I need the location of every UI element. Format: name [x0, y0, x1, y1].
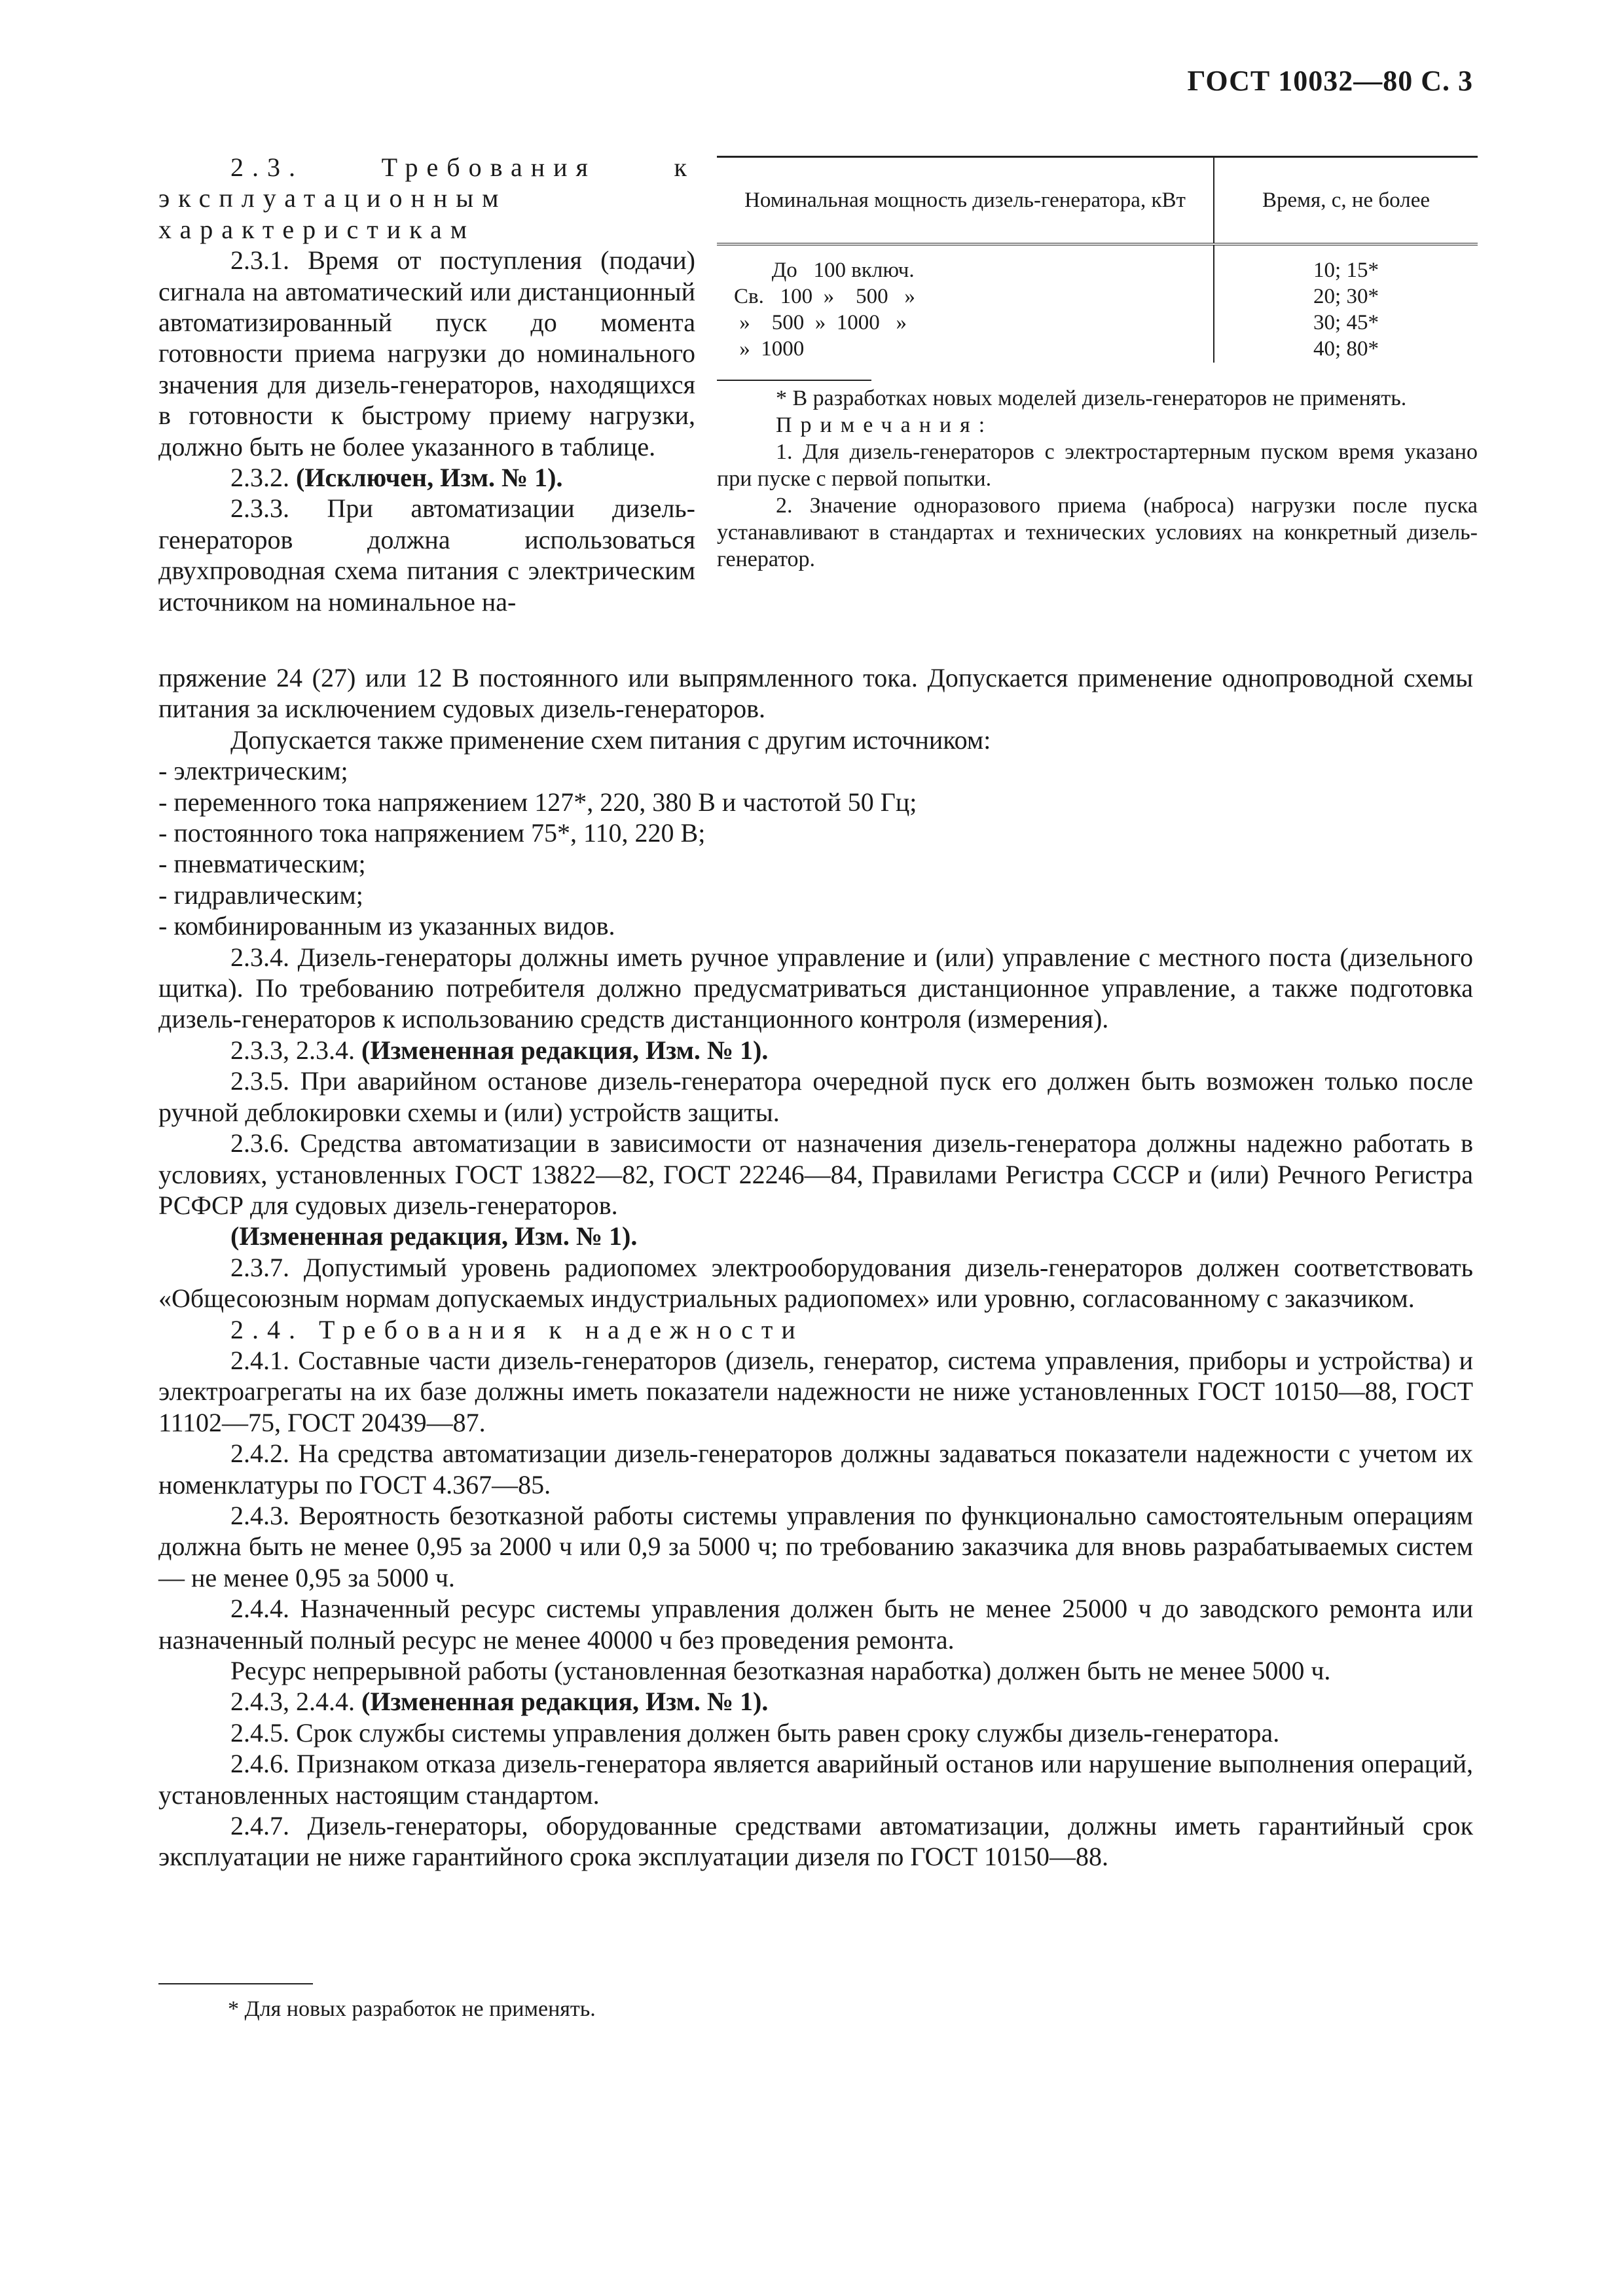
clause-number: 2.3.2.: [230, 463, 289, 493]
edition-label: (Измененная редакция, Изм. № 1).: [230, 1221, 638, 1251]
edition-label: (Измененная редакция, Изм. № 1).: [361, 1687, 769, 1717]
paragraph-2-4-6: 2.4.6. Признаком отказа дизель-генератора является аварийный останов или нарушение выполнения операций, установленных настоящим стандартом.: [158, 1749, 1473, 1810]
note-2: 2. Значение одноразового приема (наброса) нагрузки после пуска устанавливают в стандартах и технических условиях на конкретный дизель-генератор.: [717, 493, 1478, 571]
edition-label: (Измененная редакция, Изм. № 1).: [361, 1035, 769, 1065]
edition-note-2: [158, 1221, 1473, 1251]
note-1: 1. Для дизель-генераторов с электростартерным пуском время указано при пуске с первой попытки.: [717, 440, 1478, 491]
range-cell: Св. 100 » 500 »: [734, 285, 915, 308]
range-cell: До 100 включ.: [734, 259, 915, 282]
paragraph-2-3-1: 2.3.1. Время от поступления (подачи) сигнала на автоматический или дистанционный автоматизированный пуск до момента готовности приема нагрузки до номинального значения для дизель-генераторов, находящихся в готовности к быстрому приему нагрузки, должно быть не более указанного в таблице.: [158, 245, 695, 461]
section-2-3-heading: 2.3. Требования к эксплуатационным характеристикам: [158, 152, 695, 244]
page-header: ГОСТ 10032—80 С. 3: [1187, 65, 1473, 97]
section-2-4-heading: 2.4. Требования к надежности: [230, 1314, 804, 1344]
paragraph-2-3-3: 2.3.3. При автоматизации дизель-генераторов должна использоваться двухпроводная схема питания с электрическим источником на номинальное на-: [158, 493, 695, 617]
time-cell: 20; 30*: [1313, 285, 1379, 308]
list-item: - пневматическим;: [158, 849, 366, 879]
list-item: - постоянного тока напряжением 75*, 110, 220 В;: [158, 818, 706, 848]
list-item: - переменного тока напряжением 127*, 220, 380 В и частотой 50 Гц;: [158, 787, 917, 817]
paragraph-2-3-4: 2.3.4. Дизель-генераторы должны иметь ручное управление и (или) управление с местного поста (дизельного щитка). По требованию потребителя должно предусматриваться дистанционное управление, а также подготовка дизель-генераторов к использованию средств дистанционного контроля (измерения).: [158, 942, 1473, 1034]
paragraph-2-4-4: 2.4.4. Назначенный ресурс системы управления должен быть не менее 25000 ч до заводского ремонта или назначенный полный ресурс не менее 40000 ч без проведения ремонта.: [158, 1594, 1473, 1655]
paragraph-2-4-5: 2.4.5. Срок службы системы управления должен быть равен сроку службы дизель-генератора.: [230, 1717, 1280, 1748]
table-footnote-divider: [717, 380, 871, 381]
paragraph-power-sources: Допускается также применение схем питания с другим источником:: [230, 725, 991, 755]
power-time-table: [717, 156, 1478, 363]
paragraph-2-4-4-resource: Ресурс непрерывной работы (установленная безотказная наработка) должен быть не менее 5000 ч.: [230, 1656, 1331, 1685]
table-notes: [717, 385, 1478, 573]
table-footnote: * В разработках новых моделей дизель-генераторов не применять.: [776, 386, 1407, 410]
clause-number: 2.3.3, 2.3.4.: [230, 1035, 355, 1065]
table-header-time: Время, с, не более: [1214, 157, 1478, 245]
paragraph-2-4-7: 2.4.7. Дизель-генераторы, оборудованные средствами автоматизации, должны иметь гарантийный срок эксплуатации не ниже гарантийного срока эксплуатации дизеля по ГОСТ 10150—88.: [158, 1811, 1473, 1872]
time-cell: 30; 45*: [1313, 311, 1379, 334]
page-footnote: * Для новых разработок не применять.: [228, 1997, 596, 2021]
paragraph-2-4-1: 2.4.1. Составные части дизель-генераторов (дизель, генератор, система управления, приборы и устройства) и электроагрегаты на их базе должны иметь показатели надежности не ниже установленных ГОСТ 10150—88, ГОСТ 11102—75, ГОСТ 20439—87.: [158, 1345, 1473, 1437]
paragraph-2-3-5: 2.3.5. При аварийном останове дизель-генератора очередной пуск его должен быть возможен только после ручной деблокировки схемы и (или) устройств защиты.: [158, 1066, 1473, 1127]
paragraph-2-4-3: 2.4.3. Вероятность безотказной работы системы управления по функционально самостоятельным операциям должна быть не менее 0,95 за 2000 ч или 0,9 за 5000 ч; по требованию заказчика для вновь разрабатываемых систем — не менее 0,95 за 5000 ч.: [158, 1500, 1473, 1592]
time-cell: 10; 15*: [1313, 259, 1379, 282]
range-cell: » 500 » 1000 »: [734, 311, 907, 334]
paragraph-2-3-7: 2.3.7. Допустимый уровень радиопомех электрооборудования дизель-генераторов должен соответствовать «Общесоюзным нормам допускаемых индустриальных радиопомех» или уровню, согласованному с заказчиком.: [158, 1252, 1473, 1314]
left-column: [158, 152, 695, 617]
time-cell: 40; 80*: [1313, 337, 1379, 361]
table-cell-times: [1214, 244, 1478, 363]
edition-note-1: [158, 1035, 1473, 1066]
table-header-power: Номинальная мощность дизель-генератора, кВт: [717, 157, 1214, 245]
paragraph-2-3-2: [158, 462, 695, 493]
paragraph-2-3-6: 2.3.6. Средства автоматизации в зависимости от назначения дизель-генератора должны надежно работать в условиях, установленных ГОСТ 13822—82, ГОСТ 22246—84, Правилами Регистра СССР и (или) Речного Регистра РСФСР для судовых дизель-генераторов.: [158, 1128, 1473, 1220]
table-row: [717, 244, 1478, 363]
paragraph-2-4-2: 2.4.2. На средства автоматизации дизель-генераторов должны задаваться показатели надежности с учетом их номенклатуры по ГОСТ 4.367—85.: [158, 1439, 1473, 1499]
list-item: - гидравлическим;: [158, 880, 363, 910]
table-cell-ranges: [717, 244, 1214, 363]
edition-note-3: [158, 1686, 1473, 1717]
range-cell: » 1000: [734, 337, 805, 361]
paragraph-2-3-3-continued: пряжение 24 (27) или 12 В постоянного или выпрямленного тока. Допускается применение однопроводной схемы питания за исключением судовых дизель-генераторов.: [158, 663, 1473, 724]
list-item: - комбинированным из указанных видов.: [158, 911, 615, 941]
excluded-note: (Исключен, Изм. № 1).: [296, 463, 563, 493]
footnote-divider: [158, 1983, 313, 1984]
clause-number: 2.4.3, 2.4.4.: [230, 1687, 355, 1717]
list-item: - электрическим;: [158, 756, 348, 786]
main-text: [158, 662, 1473, 1873]
notes-title: Примечания:: [776, 413, 994, 437]
